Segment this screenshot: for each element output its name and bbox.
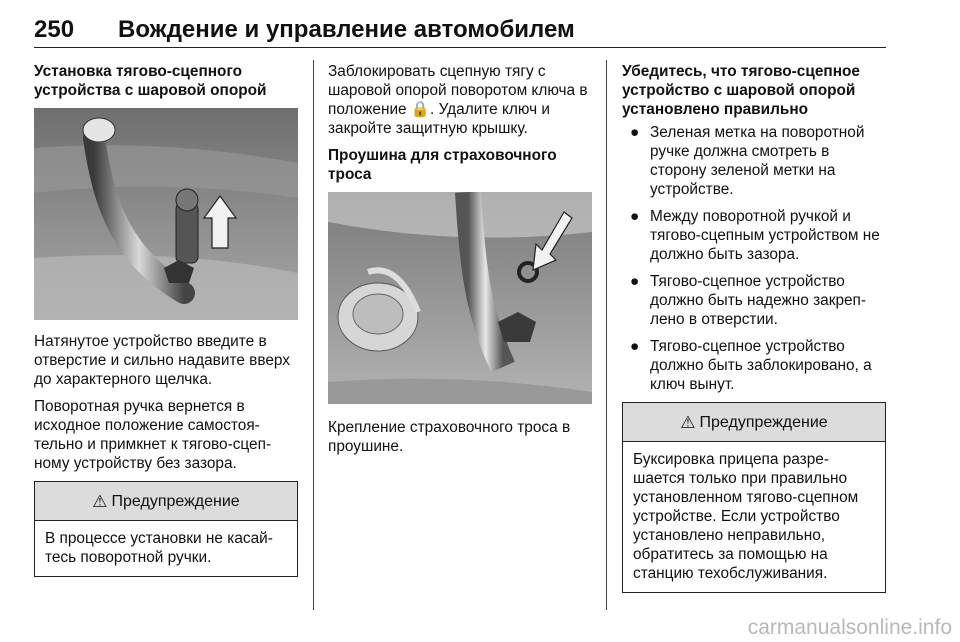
column-left: [34, 62, 300, 577]
section-heading: Убедитесь, что тягово-сцепное устройство с шаровой опорой установлено правильно: [622, 63, 860, 118]
warning-text: В процессе установки не касай-тесь поворотной ручки.: [45, 530, 273, 566]
column-middle: [328, 62, 594, 464]
list-item: ● Тягово-сцепное устройство должно быть заблокировано, а ключ вынут.: [630, 338, 872, 393]
page-title: Вождение и управление автомобилем: [118, 16, 575, 43]
paragraph: Заблокировать сцепную тягу с шаровой опорой поворотом ключа в положение 🔒. Удалите ключ и закройте защитную крышку.: [328, 63, 588, 137]
image-caption: Крепление страховочного троса в проушине.: [328, 419, 571, 455]
watermark: carmanualsonline.info: [747, 616, 952, 639]
safety-cable-eyelet-illustration: [328, 192, 592, 404]
checklist: [622, 123, 888, 394]
list-item: ● Между поворотной ручкой и тягово-сцепным устройством не должно быть зазора.: [630, 208, 880, 263]
page-number: 250: [34, 16, 75, 43]
warning-triangle-icon: ⚠: [680, 412, 696, 432]
warning-text: Буксировка прицепа разре-шается только при правильно установленном тягово-сцепном устройстве. Если устройство установлено неправильно, обратитесь за помощью на станцию техобслуживания.: [633, 451, 859, 582]
towbar-installation-illustration: [34, 108, 298, 320]
bullet-icon: ●: [630, 208, 640, 225]
list-item: ● Зеленая метка на поворотной ручке должна смотреть в сторону зеленой метки на устройстве.: [630, 124, 865, 198]
bullet-icon: ●: [630, 273, 640, 290]
paragraph: Поворотная ручка вернется в исходное положение самостоя-тельно и примкнет к тягово-сцеп-ному устройству без зазора.: [34, 398, 272, 472]
warning-title: Предупреждение: [699, 413, 828, 431]
section-heading: Проушина для страховочного троса: [328, 147, 557, 183]
column-right: [622, 62, 888, 593]
list-item: ● Тягово-сцепное устройство должно быть надежно закреп-лено в отверстии.: [630, 273, 867, 328]
bullet-icon: ●: [630, 124, 640, 141]
warning-box: [34, 481, 298, 577]
warning-box: [622, 402, 886, 593]
warning-header: [35, 482, 297, 521]
bullet-icon: ●: [630, 338, 640, 355]
header-divider: [34, 47, 886, 48]
paragraph: Натянутое устройство введите в отверстие и сильно надавите вверх до характерного щелчка.: [34, 333, 290, 388]
warning-title: Предупреждение: [111, 492, 240, 510]
warning-triangle-icon: ⚠: [92, 491, 108, 511]
warning-header: [623, 403, 885, 442]
page-header: [34, 10, 886, 50]
column-divider: [606, 60, 607, 610]
section-heading: Установка тягово-сцепного устройства с шаровой опорой: [34, 63, 267, 99]
column-divider: [313, 60, 314, 610]
